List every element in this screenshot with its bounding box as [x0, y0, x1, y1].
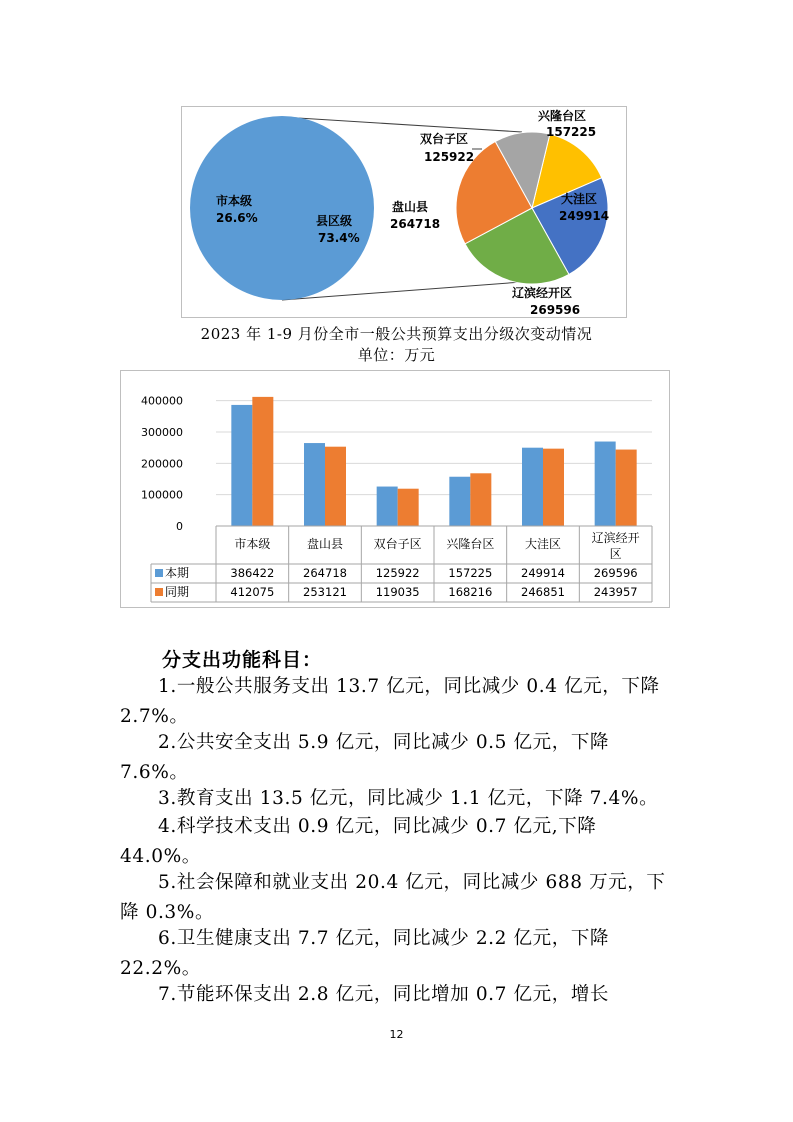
chart-caption-title: 2023 年 1-9 月份全市一般公共预算支出分级次变动情况 — [200, 325, 593, 343]
legend-label: 同期 — [165, 585, 190, 599]
x-category-label: 盘山县 — [306, 537, 344, 551]
x-category-label: 大洼区 — [524, 537, 562, 551]
bar-chart — [120, 370, 670, 608]
pie-chart-svg — [182, 107, 626, 317]
pie-label-city-level: 市本级 — [216, 194, 253, 208]
bar-current — [377, 487, 398, 526]
x-category-label-cont: 区 — [609, 547, 622, 561]
bar-current — [304, 443, 325, 526]
right-pie — [456, 132, 608, 284]
table-value: 168216 — [448, 585, 493, 599]
legend-key-current — [155, 569, 163, 577]
left-pie-circle — [190, 116, 374, 300]
x-category-label: 市本级 — [234, 537, 271, 551]
paragraph-3: 3.教育支出 13.5 亿元，同比减少 1.1 亿元，下降 7.4%。 — [158, 788, 659, 809]
table-value: 264718 — [303, 566, 347, 580]
pie-label-county-level: 县区级 — [316, 214, 353, 228]
legend-key-previous — [155, 588, 163, 596]
paragraph-4: 4.科学技术支出 0.9 亿元，同比减少 0.7 亿元,下降 44.0%。 — [120, 816, 597, 867]
x-category-label: 双台子区 — [373, 537, 422, 551]
paragraph-6: 6.卫生健康支出 7.7 亿元，同比减少 2.2 亿元，下降 22.2%。 — [120, 928, 610, 979]
bar-previous — [470, 473, 491, 526]
bar-current — [449, 477, 470, 526]
pie-value-panshan: 264718 — [390, 217, 441, 231]
x-category-label: 辽滨经开 — [591, 531, 640, 545]
table-value: 119035 — [375, 585, 420, 599]
pie-of-pie-chart — [181, 106, 627, 318]
pie-value-dawa: 249914 — [559, 209, 610, 223]
bar-chart-svg — [121, 371, 669, 607]
x-category-label: 兴隆台区 — [446, 537, 495, 551]
y-tick-label: 0 — [176, 520, 183, 533]
pie-value-liaobin: 269596 — [530, 303, 581, 317]
pie-label-xinglongtai: 兴隆台区 — [538, 109, 587, 123]
pie-label-shuangtaizi: 双台子区 — [420, 132, 469, 146]
chart-caption-unit: 单位：万元 — [357, 346, 436, 364]
bar-current — [522, 448, 543, 526]
table-value: 157225 — [448, 566, 493, 580]
bar-previous — [616, 450, 637, 526]
y-tick-label: 400000 — [141, 394, 183, 408]
section-heading: 分支出功能科目： — [162, 649, 323, 671]
pie-value-county-level: 73.4% — [318, 231, 360, 245]
table-value: 386422 — [230, 566, 275, 580]
table-value: 269596 — [593, 566, 638, 580]
pie-value-city-level: 26.6% — [216, 211, 258, 225]
table-value: 125922 — [375, 566, 420, 580]
pie-value-shuangtaizi: 125922 — [424, 150, 475, 164]
bar-current — [231, 405, 252, 526]
page-number: 12 — [389, 1028, 404, 1041]
paragraph-5: 5.社会保障和就业支出 20.4 亿元，同比减少 688 万元，下降 0.3%。 — [120, 872, 666, 923]
bar-previous — [543, 449, 564, 526]
bar-previous — [325, 447, 346, 526]
bar-previous — [252, 397, 273, 526]
bar-previous — [398, 489, 419, 526]
bar-current — [595, 442, 616, 526]
table-value: 253121 — [303, 585, 347, 599]
pie-label-liaobin: 辽滨经开区 — [512, 286, 573, 300]
table-value: 243957 — [593, 585, 638, 599]
table-value: 412075 — [230, 585, 275, 599]
y-tick-label: 100000 — [141, 488, 183, 502]
legend-label: 本期 — [165, 566, 190, 580]
pie-value-xinglongtai: 157225 — [546, 125, 597, 139]
y-tick-label: 300000 — [141, 426, 183, 439]
pie-label-dawa: 大洼区 — [561, 192, 598, 206]
paragraph-2: 2.公共安全支出 5.9 亿元，同比减少 0.5 亿元，下降 7.6%。 — [120, 732, 610, 783]
paragraph-1: 1.一般公共服务支出 13.7 亿元，同比减少 0.4 亿元，下降 2.7%。 — [120, 676, 660, 727]
pie-label-panshan: 盘山县 — [392, 200, 429, 214]
table-value: 246851 — [521, 585, 565, 599]
y-tick-label: 200000 — [141, 457, 183, 471]
table-value: 249914 — [521, 566, 565, 580]
paragraph-7: 7.节能环保支出 2.8 亿元，同比增加 0.7 亿元，增长 — [158, 984, 610, 1005]
